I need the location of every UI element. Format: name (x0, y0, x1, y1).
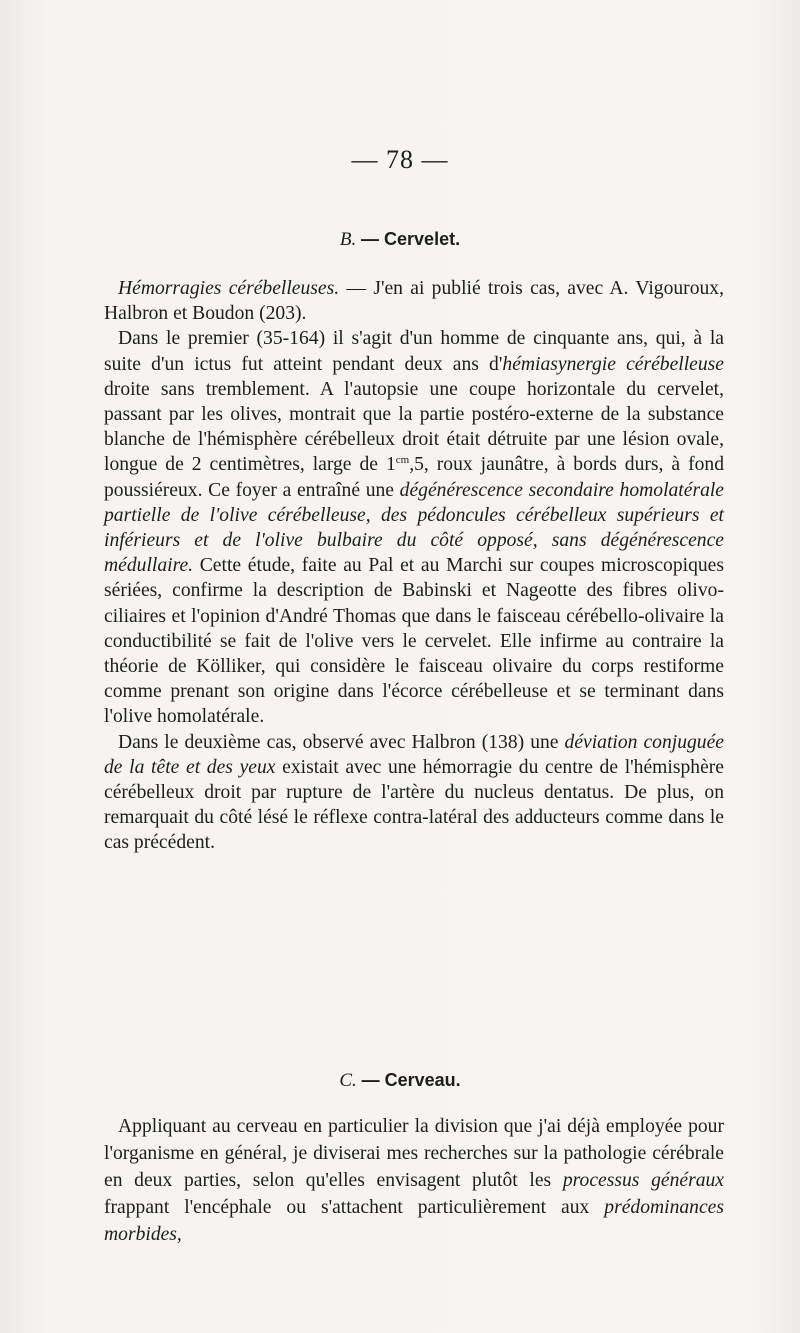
section-letter: B. (339, 229, 357, 250)
cerveau-text (104, 1113, 724, 1248)
section-heading-cervelet (0, 229, 800, 251)
page-number: — 78 — (351, 145, 449, 174)
subsection-title: Hémorragies cérébelleuses. (118, 278, 340, 299)
paragraph-deuxieme-cas: Dans le deuxième cas, observé avec Halbron (138) une déviation conjuguée de la tête et des yeux existait avec une hémorragie du centre de l'hémisphère cérébelleux droit par rupture de l'artère du nucleus dentatus. De plus, on remarquait du côté lésé le réflexe contra-latéral des adducteurs comme dans le cas précédent. (104, 731, 725, 854)
section-letter: C. (339, 1070, 357, 1091)
paragraph-premier-cas: Dans le premier (35-164) il s'agit d'un homme de cinquante ans, qui, à la suite d'un ictus fut atteint pendant deux ans d'hémiasynergie cérébelleuse droite sans tremblement. A l'autopsie une coupe horizontale du cervelet, passant par les olives, montrait que la partie postéro-externe de la substance blanche de l'hémisphère cérébelleux droit était détruite par une lésion ovale, longue de 2 centimètres, large de $1^{cm},5$, roux jaunâtre, à bords durs, à fond poussiéreux. Ce foyer a entraîné une dégénérescence secondaire homolatérale partielle de l'olive cérébelleuse, des pédoncules cérébelleux supérieurs et inférieurs et de l'olive bulbaire du côté opposé, sans dégénérescence médullaire. Cette étude, faite au Pal et au Marchi sur coupes microscopiques sériées, confirme la description de Babinski et Nageotte des fibres olivo-ciliaires et l'opinion d'André Thomas que dans le faisceau cérébello-olivaire la conductibilité se fait de l'olive vers le cervelet. Elle infirme au contraire la théorie de Kölliker, qui considère le faisceau olivaire du corps restiforme comme prenant son origine dans l'écorce cérébelleuse et se terminant dans l'olive homolatérale. (104, 328, 725, 728)
cervelet-text (104, 276, 724, 856)
paragraph-cerveau: Appliquant au cerveau en particulier la division que j'ai déjà employée pour l'organisme en général, je diviserai mes recherches sur la pathologie cérébrale en deux parties, selon qu'elles envisagent plutôt les processus généraux frappant l'encéphale ou s'attachent particulièrement aux prédominances morbides, (104, 1116, 725, 1245)
section-heading-cerveau (0, 1070, 800, 1092)
section-title: — Cervelet. (361, 229, 461, 249)
section-title: — Cerveau. (361, 1070, 461, 1090)
paragraph-hemorragies: Hémorragies cérébelleuses. — J'en ai publié trois cas, avec A. Vigouroux, Halbron et Boudon (203). (104, 278, 724, 325)
